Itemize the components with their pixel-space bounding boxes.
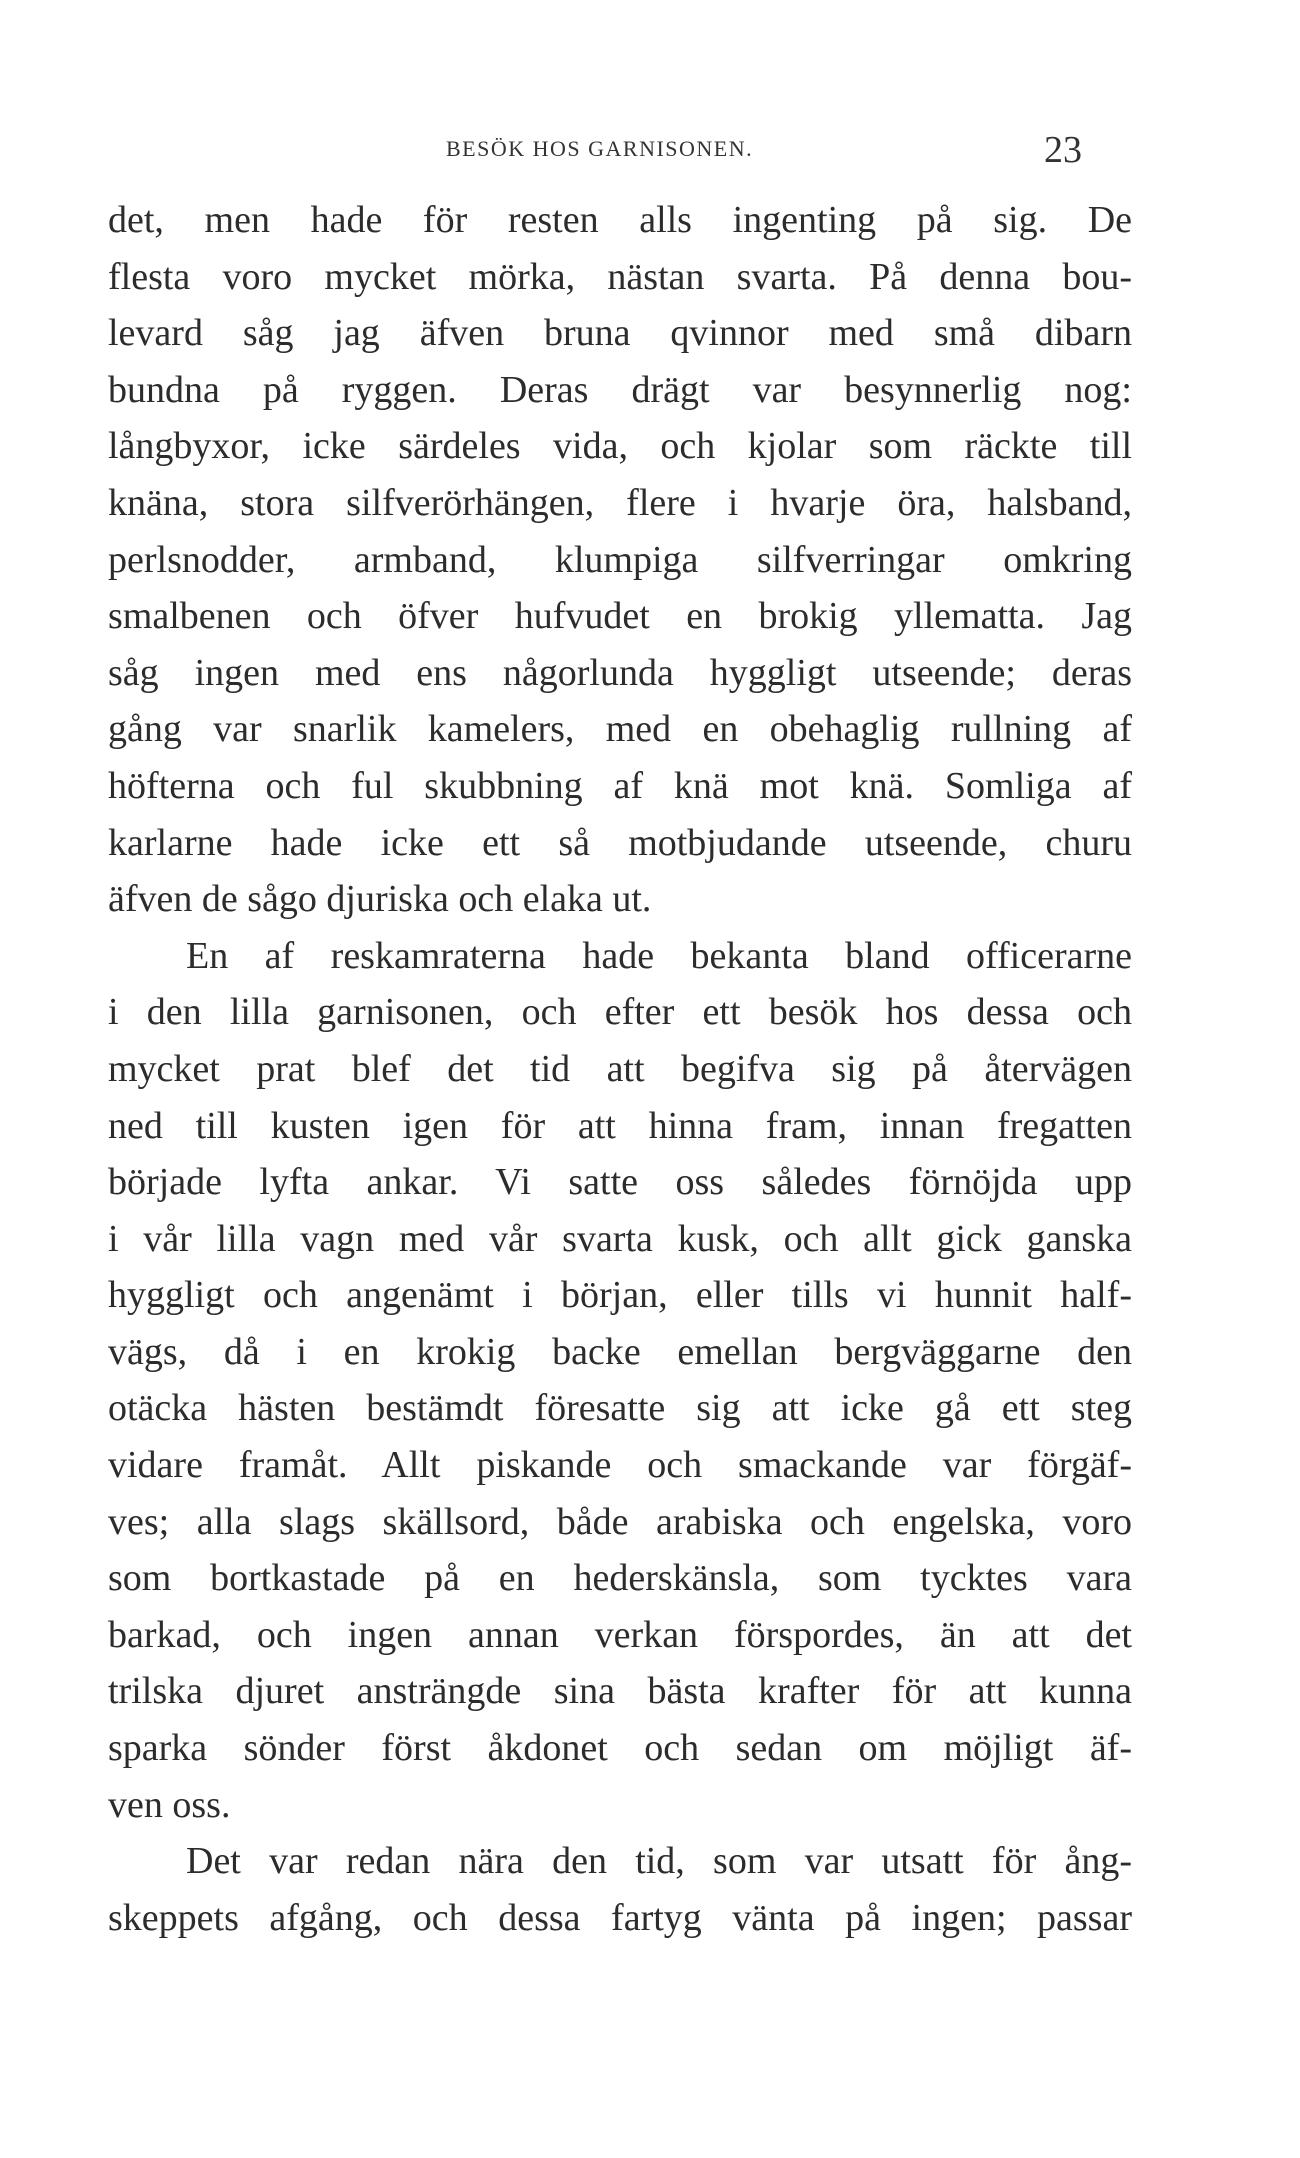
text-line: gång var snarlik kamelers, med en obehaglig rullning af	[108, 708, 1132, 751]
text-line: det, men hade för resten alls ingenting på sig. De	[108, 199, 1132, 241]
text-line: ves; alla slags skällsord, både arabiska och engelska, voro	[108, 1500, 1132, 1543]
text-line: En af reskamraterna hade bekanta bland officerarne	[186, 934, 1132, 977]
text-line: äfven de sågo djuriska och elaka ut.	[108, 878, 652, 921]
text-line: höfterna och ful skubbning af knä mot knä. Somliga af	[108, 764, 1132, 807]
running-head	[0, 128, 1300, 171]
text-line: i den lilla garnisonen, och efter ett besök hos dessa och	[108, 991, 1132, 1034]
text-line: otäcka hästen bestämdt föresatte sig att icke gå ett steg	[108, 1387, 1132, 1430]
text-line: sparka sönder först åkdonet och sedan om möjligt äf-	[108, 1727, 1132, 1770]
text-line: skeppets afgång, och dessa fartyg vänta på ingen; passar	[108, 1896, 1132, 1939]
text-line: ven oss.	[108, 1783, 231, 1826]
text-line: mycket prat blef det tid att begifva sig på återvägen	[108, 1047, 1132, 1090]
text-line: ned till kusten igen för att hinna fram, innan fregatten	[108, 1104, 1132, 1147]
page-number: 23	[1044, 129, 1082, 171]
text-line: bundna på ryggen. Deras drägt var besynnerlig nog:	[108, 368, 1132, 411]
text-line: vägs, då i en krokig backe emellan bergväggarne den	[108, 1330, 1132, 1373]
text-line: såg ingen med ens någorlunda hyggligt utseende; deras	[108, 651, 1132, 694]
text-line: långbyxor, icke särdeles vida, och kjolar som räckte till	[108, 425, 1132, 468]
text-line: trilska djuret ansträngde sina bästa krafter för att kunna	[108, 1670, 1132, 1713]
text-line: levard såg jag äfven bruna qvinnor med små dibarn	[108, 312, 1132, 355]
text-line: perlsnodder, armband, klumpiga silfverringar omkring	[108, 538, 1132, 581]
text-line: hyggligt och angenämt i början, eller tills vi hunnit half-	[108, 1274, 1132, 1317]
text-line: i vår lilla vagn med vår svarta kusk, och allt gick ganska	[108, 1217, 1132, 1260]
body-text	[108, 192, 1132, 1946]
text-line: smalbenen och öfver hufvudet en brokig yllematta. Jag	[108, 595, 1132, 638]
text-line: Det var redan nära den tid, som var utsatt för ång-	[186, 1840, 1132, 1883]
text-line: flesta voro mycket mörka, nästan svarta. På denna bou-	[108, 255, 1132, 298]
running-title: BESÖK HOS GARNISONEN.	[446, 136, 754, 161]
text-line: som bortkastade på en hederskänsla, som tycktes vara	[108, 1557, 1132, 1600]
text-line: började lyfta ankar. Vi satte oss således förnöjda upp	[108, 1161, 1132, 1204]
text-line: karlarne hade icke ett så motbjudande utseende, churu	[108, 821, 1132, 864]
text-line: barkad, och ingen annan verkan förspordes, än att det	[108, 1613, 1132, 1656]
text-line: knäna, stora silfverörhängen, flere i hvarje öra, halsband,	[108, 481, 1132, 524]
text-line: vidare framåt. Allt piskande och smackande var förgäf-	[108, 1444, 1132, 1487]
